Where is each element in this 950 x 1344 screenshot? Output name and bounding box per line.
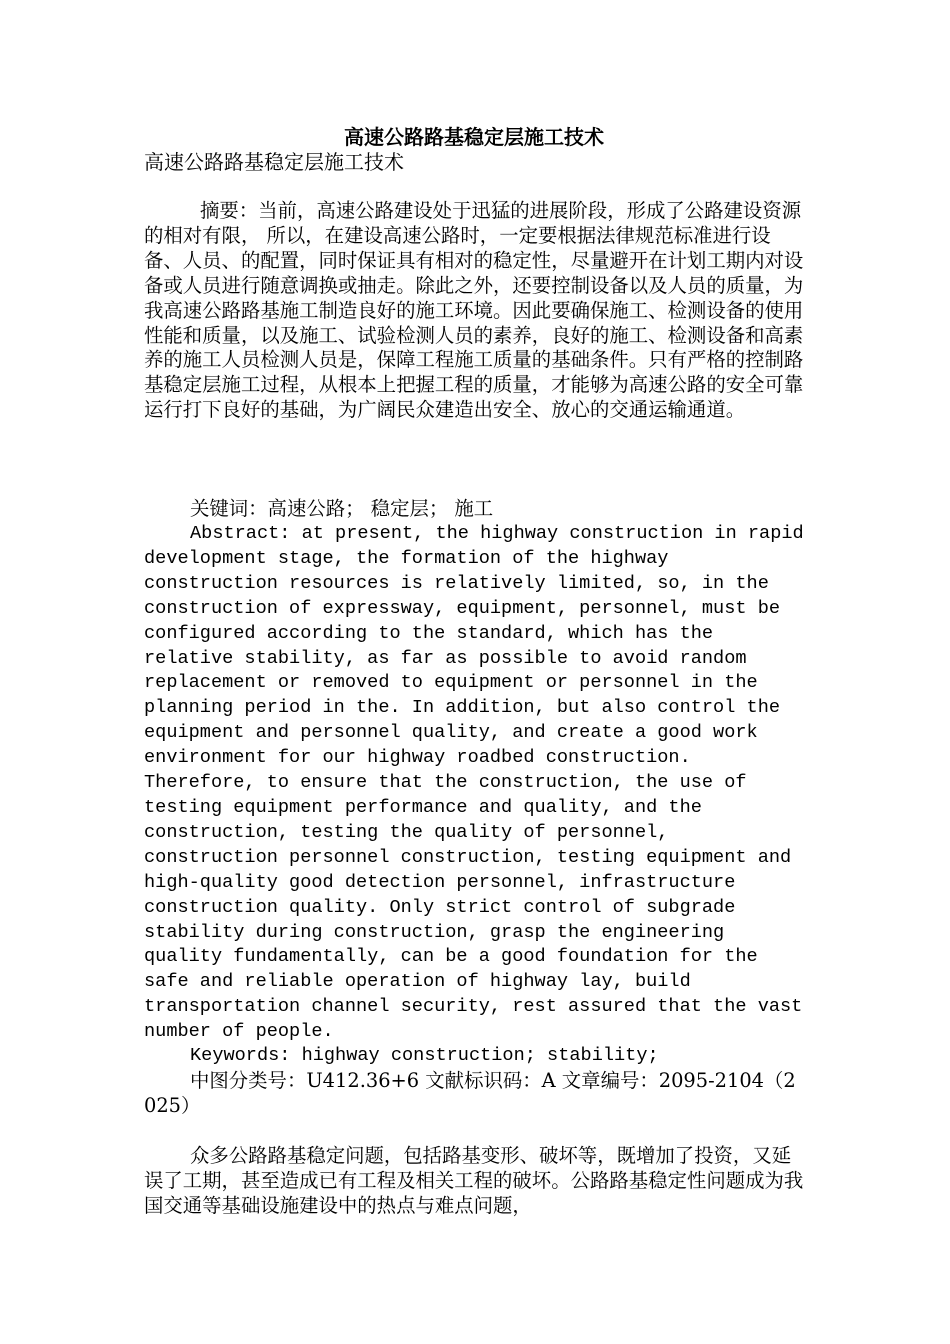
document-subtitle: 高速公路路基稳定层施工技术 <box>144 150 404 174</box>
keywords-chinese: 关键词：高速公路； 稳定层； 施工 <box>190 497 494 520</box>
classification-line: 中图分类号：U412.36+6 文献标识码：A 文章编号：2095-2104（2025） <box>144 1069 796 1117</box>
abstract-english: Abstract: at present, the highway construction in rapid development stage, the formation of the highway construction resources is relatively limited, so, in the construction of expressway, equipment, personnel, must be configured according to the standard, which has the relative stability, as far as possible to avoid random replacement or removed to equipment or personnel in the planning period in the. In addition, but also control the equipment and personnel quality, and create a good work environment for our highway roadbed construction. Therefore, to ensure that the construction, the use of testing equipment performance and quality, and the construction, testing the quality of personnel, construction personnel construction, testing equipment and high-quality good detection personnel, infrastructure construction quality. Only strict control of subgrade stability during construction, grasp the engineering quality fundamentally, can be a good foundation for the safe and reliable operation of highway lay, build transportation channel security, rest assured that the vast number of people. <box>144 523 804 1043</box>
body-paragraph: 众多公路路基稳定问题，包括路基变形、破坏等，既增加了投资，又延误了工期，甚至造成已有工程及相关工程的破坏。公路路基稳定性问题成为我国交通等基础设施建设中的热点与难点问题， <box>144 1144 804 1217</box>
document-title: 高速公路路基稳定层施工技术 <box>344 125 604 149</box>
abstract-chinese: 摘要：当前，高速公路建设处于迅猛的进展阶段，形成了公路建设资源的相对有限， 所以，在建设高速公路时，一定要根据法律规范标准进行设备、人员、的配置，同时保证具有相对的稳定性，尽量避开在计划工期内对设备或人员进行随意调换或抽走。除此之外，还要控制设备以及人员的质量，为我高速公路路基施工制造良好的施工环境。因此要确保施工、检测设备的使用性能和质量，以及施工、试验检测人员的素养，良好的施工、检测设备和高素养的施工人员检测人员是，保障工程施工质量的基础条件。只有严格的控制路基稳定层施工过程，从根本上把握工程的质量，才能够为高速公路的安全可靠运行打下良好的基础，为广阔民众建造出安全、放心的交通运输通道。 <box>144 199 804 422</box>
keywords-english: Keywords: highway construction; stability; <box>190 1045 659 1066</box>
